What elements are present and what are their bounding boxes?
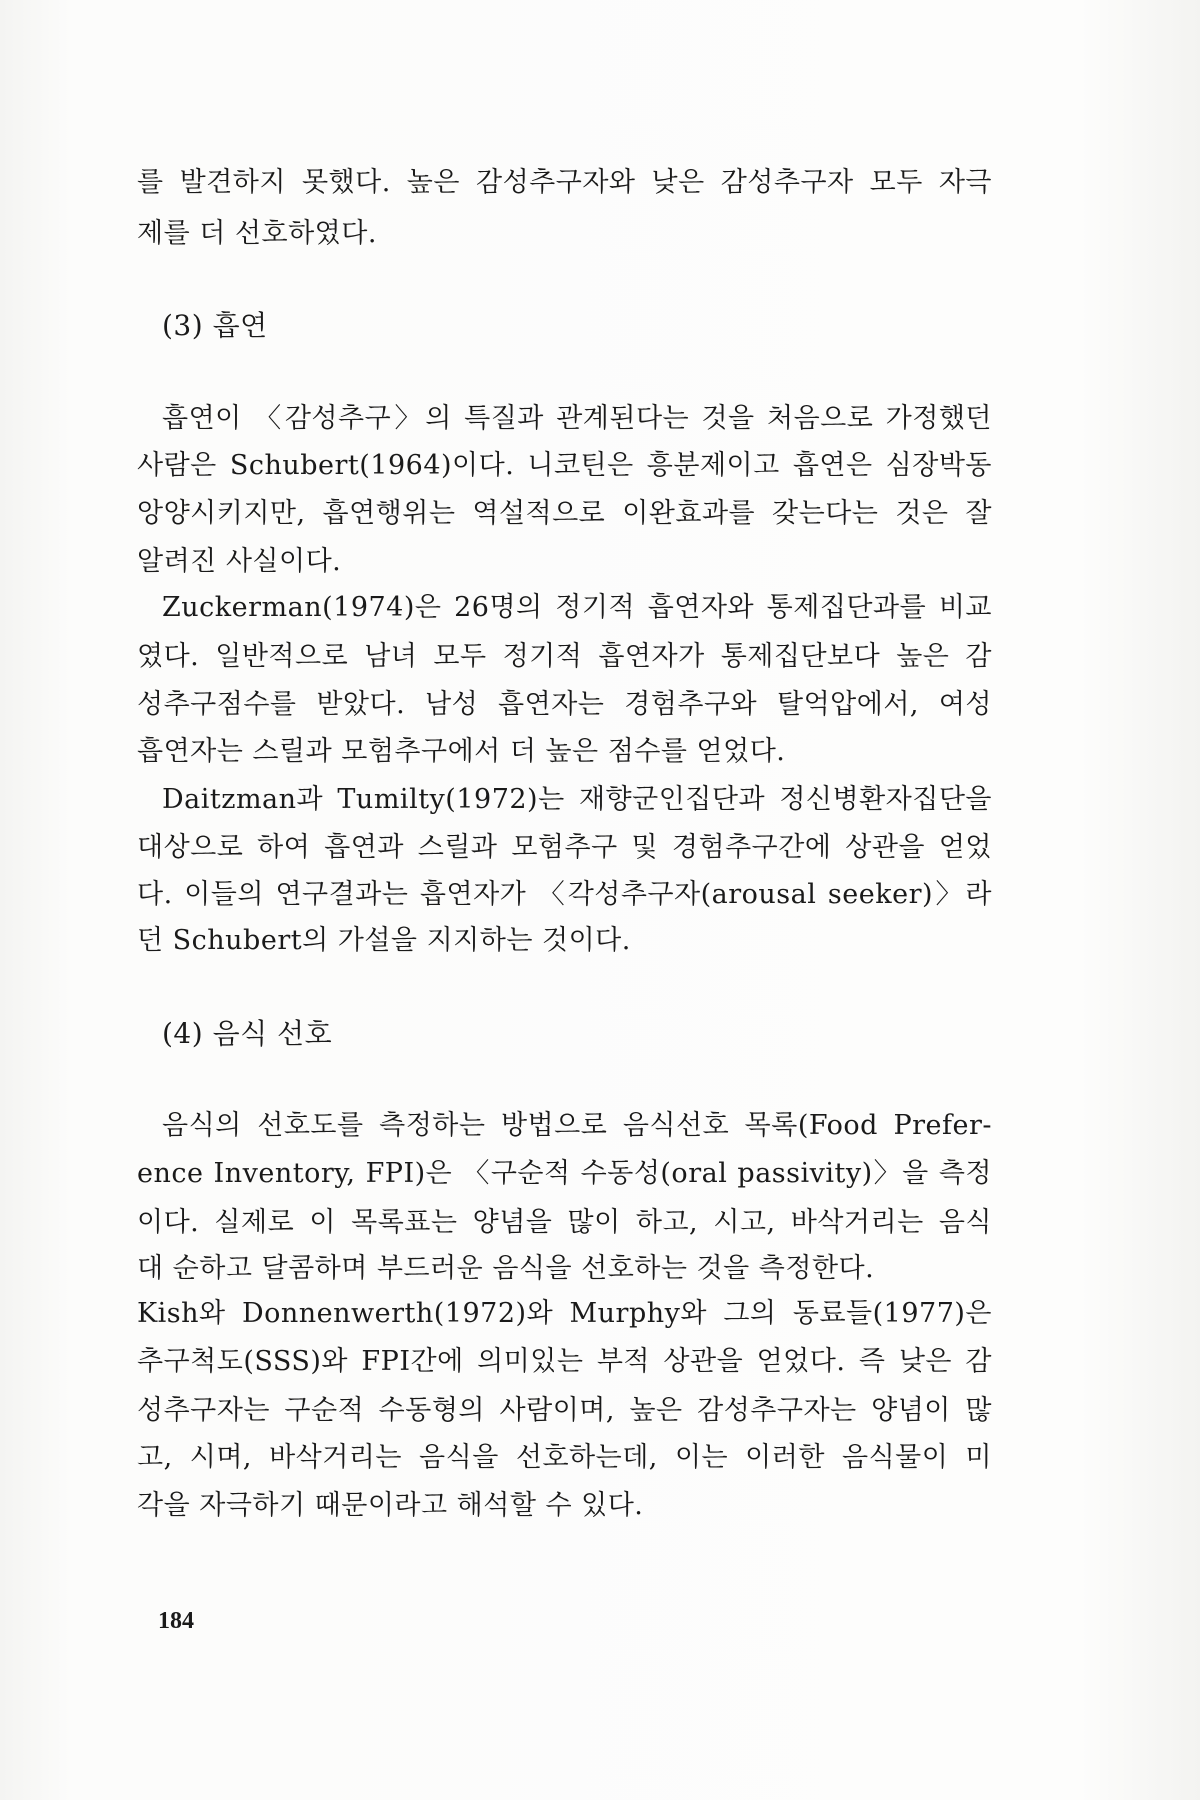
section-heading: (3) 흡연 (162, 309, 268, 342)
text-line: 음식의 선호도를 측정하는 방법으로 음식선호 목록(Food Prefer- (162, 1110, 992, 1141)
text-line: 흡연이 〈감성추구〉의 특질과 관계된다는 것을 처음으로 가정했던 (162, 403, 992, 434)
text-line: 대 순하고 달콤하며 부드러운 음식을 선호하는 것을 측정한다. (137, 1253, 875, 1284)
text-line: ence Inventory, FPI)은 〈구순적 수동성(oral passivity)〉을 측정 (137, 1158, 992, 1189)
text-line: 를 발견하지 못했다. 높은 감성추구자와 낮은 감성추구자 모두 자극 (137, 167, 992, 198)
text-line: 다. 이들의 연구결과는 흡연자가 〈각성추구자(arousal seeker)〉라 (137, 879, 992, 910)
text-line: 이다. 실제로 이 목록표는 양념을 많이 하고, 시고, 바삭거리는 음식 (137, 1207, 992, 1238)
text-line: Zuckerman(1974)은 26명의 정기적 흡연자와 통제집단과를 비교 (162, 592, 992, 623)
text-line: 흡연자는 스릴과 모험추구에서 더 높은 점수를 얻었다. (137, 736, 786, 767)
text-line: 였다. 일반적으로 남녀 모두 정기적 흡연자가 통제집단보다 높은 감 (137, 641, 992, 672)
text-line: 앙양시키지만, 흡연행위는 역설적으로 이완효과를 갖는다는 것은 잘 (137, 498, 992, 529)
text-line: Kish와 Donnenwerth(1972)와 Murphy와 그의 동료들(1977)은 (137, 1298, 992, 1329)
section-heading: (4) 음식 선호 (162, 1017, 333, 1050)
text-line: 고, 시며, 바삭거리는 음식을 선호하는데, 이는 이러한 음식물이 미 (137, 1442, 992, 1473)
text-line: 성추구점수를 받았다. 남성 흡연자는 경험추구와 탈억압에서, 여성 (137, 689, 992, 720)
text-line: 각을 자극하기 때문이라고 해석할 수 있다. (137, 1490, 644, 1521)
text-line: 제를 더 선호하였다. (137, 218, 377, 249)
text-line: 알려진 사실이다. (137, 546, 342, 577)
page-number: 184 (158, 1608, 194, 1634)
text-line: 사람은 Schubert(1964)이다. 니코틴은 흥분제이고 흡연은 심장박동 (137, 450, 992, 481)
text-line: 대상으로 하여 흡연과 스릴과 모험추구 및 경험추구간에 상관을 얻었 (137, 832, 992, 863)
text-line: Daitzman과 Tumilty(1972)는 재향군인집단과 정신병환자집단을 (162, 784, 992, 815)
text-line: 성추구자는 구순적 수동형의 사람이며, 높은 감성추구자는 양념이 많 (137, 1395, 992, 1426)
text-line: 던 Schubert의 가설을 지지하는 것이다. (137, 925, 631, 956)
text-line: 추구척도(SSS)와 FPI간에 의미있는 부적 상관을 얻었다. 즉 낮은 감 (137, 1346, 992, 1377)
